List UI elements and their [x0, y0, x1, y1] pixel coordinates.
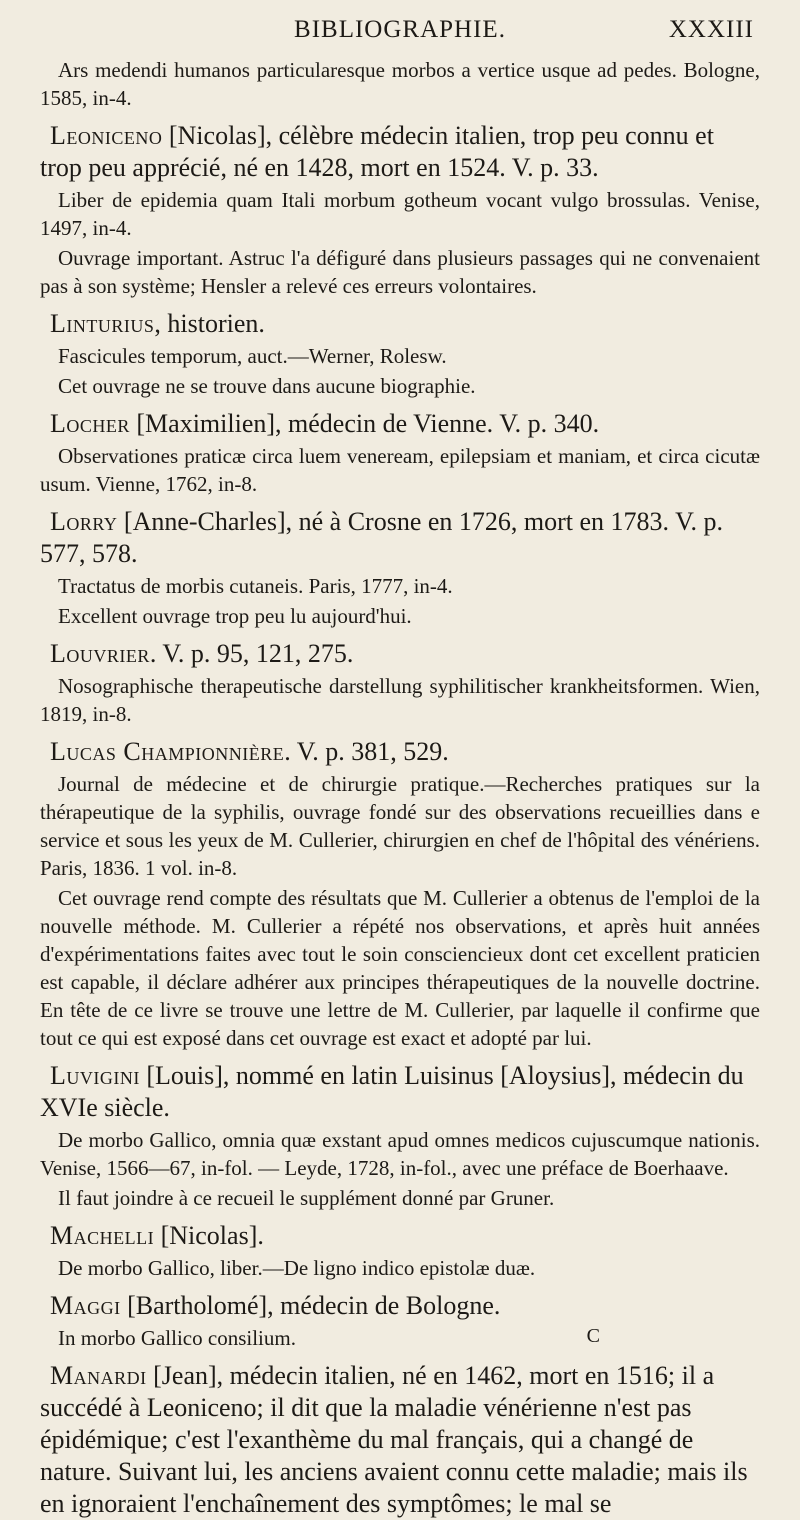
author-description: . V. p. 381, 529. [284, 737, 449, 766]
work-citation: Nosographische therapeutische darstellung syphilitischer krankheitsformen. Wien, 1819, in-8. [40, 674, 760, 726]
author-description: [Louis], nommé en latin Luisinus [Aloysius], médecin du XVIe siècle. [40, 1061, 744, 1122]
author-name: Machelli [50, 1221, 155, 1250]
work-citation: Observationes praticæ circa luem veneream, epilepsiam et maniam, et circa cicutæ usum. Vienne, 1762, in-8. [40, 444, 760, 496]
author-name: Lorry [50, 507, 118, 536]
author-entry [40, 1290, 760, 1322]
author-entry [40, 120, 760, 184]
author-entry [40, 308, 760, 340]
author-description: [Bartholomé], médecin de Bologne. [120, 1291, 501, 1320]
author-entry [40, 408, 760, 440]
page-header [40, 10, 760, 54]
author-name: Leoniceno [50, 121, 163, 150]
author-entry [40, 638, 760, 670]
work-citation: De morbo Gallico, omnia quæ exstant apud omnes medicos cujuscumque nationis. Venise, 1566—67, in-fol. — Leyde, 1728, in-fol., avec une préface de Boerhaave. [40, 1128, 760, 1180]
author-description: [Maximilien], médecin de Vienne. V. p. 340. [129, 409, 600, 438]
author-name: Locher [50, 409, 130, 438]
author-entry [40, 1060, 760, 1124]
work-citation: Fascicules temporum, auct.—Werner, Rolesw. [58, 344, 447, 368]
bibliography-entries [40, 56, 760, 1520]
author-description: [Anne-Charles], né à Crosne en 1726, mort en 1783. V. p. 577, 578. [40, 507, 723, 568]
work-citation: Excellent ouvrage trop peu lu aujourd'hui. [58, 604, 412, 628]
work-citation: Il faut joindre à ce recueil le supplément donné par Gruner. [58, 1186, 555, 1210]
work-citation: Ars medendi humanos particularesque morbos a vertice usque ad pedes. Bologne, 1585, in-4. [40, 58, 760, 110]
author-name: Louvrier [50, 639, 150, 668]
running-title: BIBLIOGRAPHIE. [294, 16, 506, 43]
author-name: Manardi [50, 1361, 147, 1390]
work-citation: Cet ouvrage ne se trouve dans aucune biographie. [58, 374, 476, 398]
author-entry [40, 736, 760, 768]
work-citation: De morbo Gallico, liber.—De ligno indico epistolæ duæ. [58, 1256, 536, 1280]
work-citation: Journal de médecine et de chirurgie pratique.—Recherches pratiques sur la thérapeutique de la syphilis, ouvrage fondé sur des observations recueillies dans e service et sous les yeux de M. Cullerier, chirurgien en chef de l'hôpital des vénériens. Paris, 1836. 1 vol. in-8. [40, 772, 760, 880]
author-description: [Jean], médecin italien, né en 1462, mort en 1516; il a succédé à Leoniceno; il dit que la maladie vénérienne n'est pas épidémique; c'est l'exanthème du mal français, qui a changé de nature. Suivant lui, les anciens avaient connu cette maladie; mais ils en ignoraient l'enchaînement des symptômes; le mal se [40, 1361, 748, 1518]
author-entry [40, 1220, 760, 1252]
author-description: [Nicolas], célèbre médecin italien, trop peu connu et trop peu apprécié, né en 1428, mort en 1524. V. p. 33. [40, 121, 714, 182]
author-name: Linturius [50, 309, 155, 338]
work-citation: Liber de epidemia quam Itali morbum gotheum vocant vulgo brossulas. Venise, 1497, in-4. [40, 188, 760, 240]
author-name: Luvigini [50, 1061, 140, 1090]
work-citation: Tractatus de morbis cutaneis. Paris, 1777, in-4. [58, 574, 453, 598]
author-entry [40, 1360, 760, 1520]
work-citation: Cet ouvrage rend compte des résultats que M. Cullerier a obtenus de l'emploi de la nouvelle méthode. M. Cullerier a répété nos observations, et après huit années d'expérimentations faites avec tout le soin consciencieux dont cet excellent praticien est capable, il déclare adhérer aux principes thérapeutiques de la nouvelle doctrine. En tête de ce livre se trouve une lettre de M. Cullerier, par laquelle il confirme que tout ce qui est exposé dans cet ouvrage est exact et adopté par lui. [40, 886, 760, 1050]
author-name: Lucas Championnière [50, 737, 285, 766]
author-description: [Nicolas]. [154, 1221, 264, 1250]
author-name: Maggi [50, 1291, 121, 1320]
author-entry [40, 506, 760, 570]
signature-mark: C [586, 1325, 600, 1347]
work-citation: Ouvrage important. Astruc l'a défiguré dans plusieurs passages qui ne convenaient pas à son système; Hensler a relevé ces erreurs volontaires. [40, 246, 760, 298]
work-citation: In morbo Gallico consilium. [58, 1326, 296, 1350]
page-number: XXXIII [668, 16, 754, 43]
author-description: . V. p. 95, 121, 275. [149, 639, 354, 668]
author-description: , historien. [154, 309, 265, 338]
